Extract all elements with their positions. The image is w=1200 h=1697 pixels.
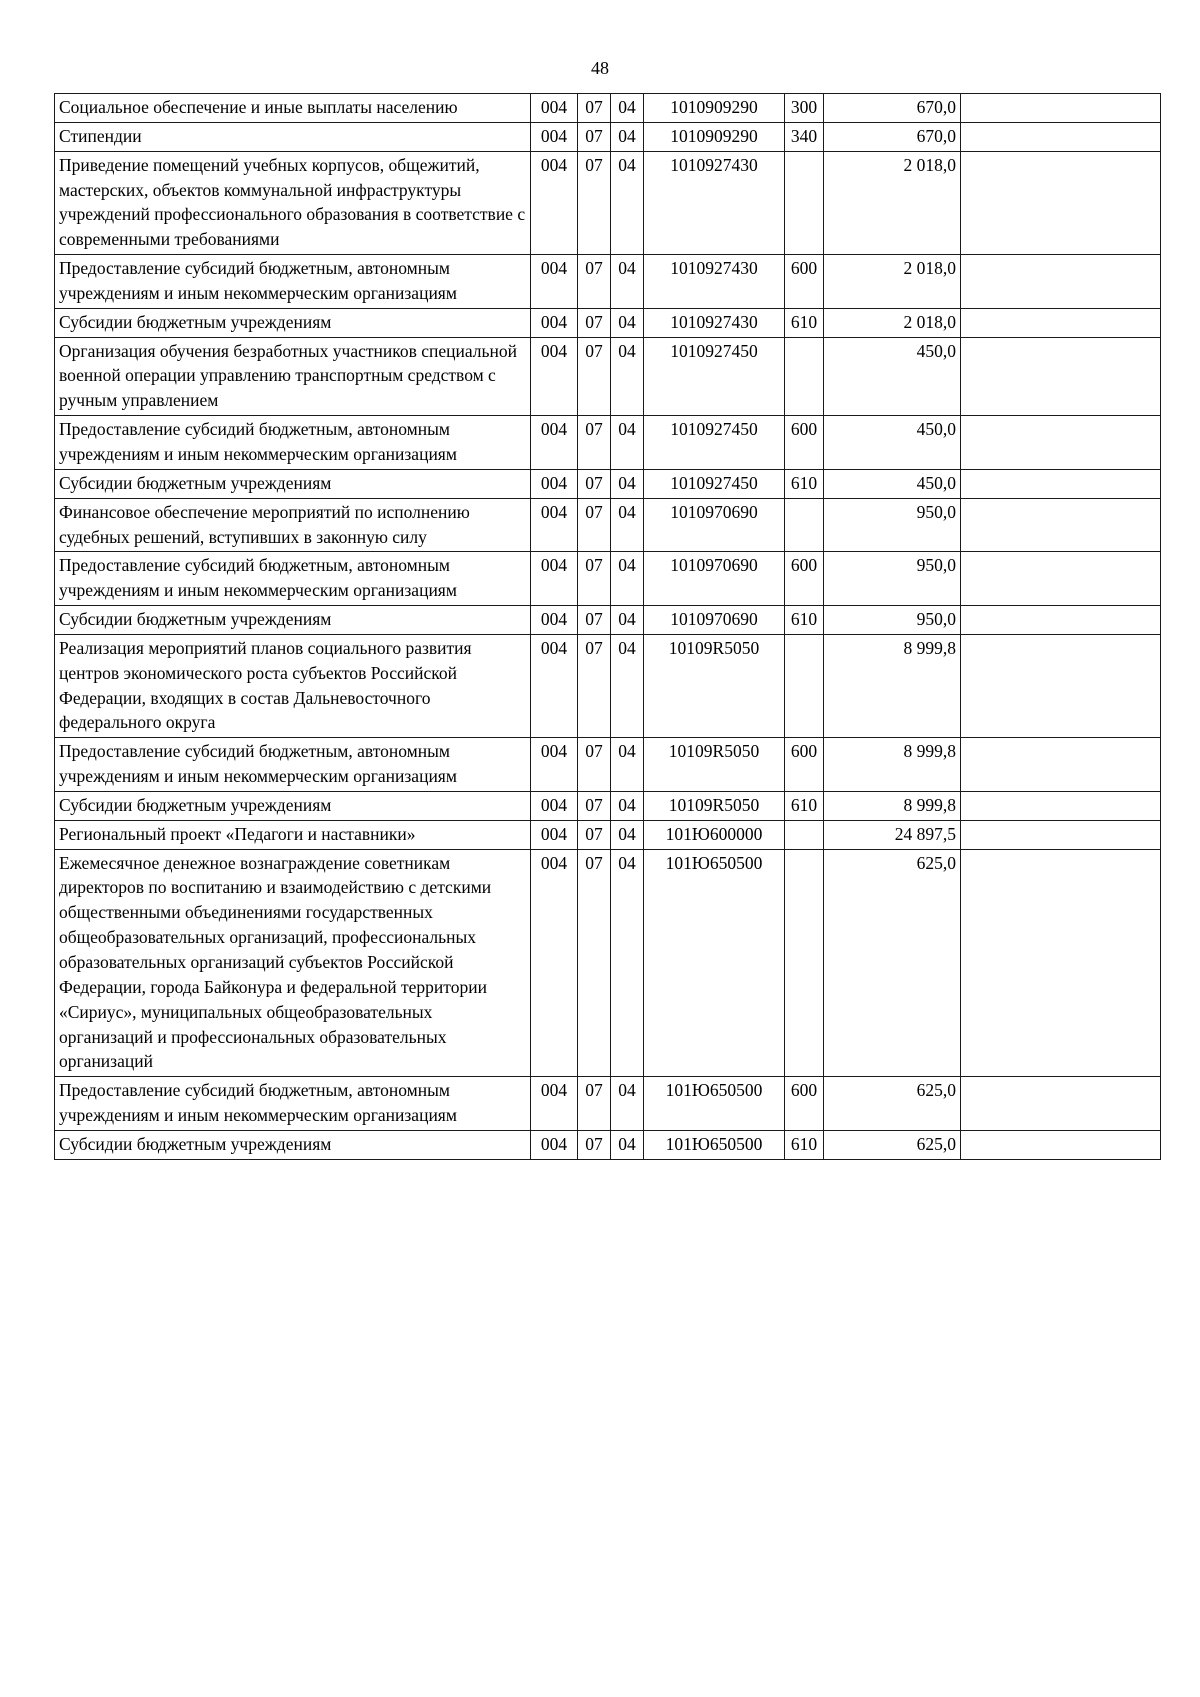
row-target-article-cell: 1010927430	[644, 151, 785, 254]
row-empty-cell	[961, 151, 1161, 254]
row-amount-cell: 670,0	[824, 122, 961, 151]
row-amount-cell: 625,0	[824, 849, 961, 1077]
row-target-article-cell: 101Ю650500	[644, 1077, 785, 1131]
row-target-article-cell: 1010909290	[644, 94, 785, 123]
row-subsection-code-cell: 04	[611, 416, 644, 470]
row-grbs-code-cell: 004	[531, 469, 578, 498]
row-name-cell: Реализация мероприятий планов социального развития центров экономического роста субъектов Российской Федерации, входящих в состав Дальневосточного федерального округа	[55, 634, 531, 737]
budget-table	[54, 93, 1161, 1160]
row-section-code-cell: 07	[578, 337, 611, 416]
row-section-code-cell: 07	[578, 122, 611, 151]
row-section-code-cell: 07	[578, 606, 611, 635]
table-row	[55, 1130, 1161, 1159]
row-subsection-code-cell: 04	[611, 94, 644, 123]
row-target-article-cell: 1010909290	[644, 122, 785, 151]
row-target-article-cell: 1010927430	[644, 255, 785, 309]
row-expense-type-cell: 600	[785, 738, 824, 792]
row-section-code-cell: 07	[578, 849, 611, 1077]
row-amount-cell: 8 999,8	[824, 791, 961, 820]
row-amount-cell: 2 018,0	[824, 151, 961, 254]
row-empty-cell	[961, 255, 1161, 309]
row-grbs-code-cell: 004	[531, 94, 578, 123]
row-section-code-cell: 07	[578, 308, 611, 337]
row-subsection-code-cell: 04	[611, 151, 644, 254]
row-section-code-cell: 07	[578, 552, 611, 606]
row-subsection-code-cell: 04	[611, 849, 644, 1077]
row-grbs-code-cell: 004	[531, 151, 578, 254]
row-target-article-cell: 1010970690	[644, 552, 785, 606]
row-grbs-code-cell: 004	[531, 337, 578, 416]
row-expense-type-cell	[785, 634, 824, 737]
row-name-cell: Предоставление субсидий бюджетным, автономным учреждениям и иным некоммерческим организациям	[55, 1077, 531, 1131]
row-subsection-code-cell: 04	[611, 337, 644, 416]
row-subsection-code-cell: 04	[611, 1130, 644, 1159]
table-row	[55, 606, 1161, 635]
row-subsection-code-cell: 04	[611, 791, 644, 820]
row-target-article-cell: 10109R5050	[644, 738, 785, 792]
row-name-cell: Субсидии бюджетным учреждениям	[55, 606, 531, 635]
table-row	[55, 849, 1161, 1077]
table-row	[55, 634, 1161, 737]
row-grbs-code-cell: 004	[531, 849, 578, 1077]
row-empty-cell	[961, 552, 1161, 606]
row-grbs-code-cell: 004	[531, 498, 578, 552]
row-grbs-code-cell: 004	[531, 820, 578, 849]
row-name-cell: Предоставление субсидий бюджетным, автономным учреждениям и иным некоммерческим организациям	[55, 416, 531, 470]
table-row	[55, 416, 1161, 470]
row-name-cell: Субсидии бюджетным учреждениям	[55, 308, 531, 337]
row-name-cell: Предоставление субсидий бюджетным, автономным учреждениям и иным некоммерческим организациям	[55, 552, 531, 606]
row-subsection-code-cell: 04	[611, 634, 644, 737]
row-name-cell: Приведение помещений учебных корпусов, общежитий, мастерских, объектов коммунальной инфраструктуры учреждений профессионального образования в соответствие с современными требованиями	[55, 151, 531, 254]
row-name-cell: Ежемесячное денежное вознаграждение советникам директоров по воспитанию и взаимодействию с детскими общественными объединениями государственных общеобразовательных организаций, профессиональных образовательных организаций субъектов Российской Федерации, города Байконура и федеральной территории «Сириус», муниципальных общеобразовательных организаций и профессиональных образовательных организаций	[55, 849, 531, 1077]
row-name-cell: Организация обучения безработных участников специальной военной операции управлению транспортным средством с ручным управлением	[55, 337, 531, 416]
row-empty-cell	[961, 1077, 1161, 1131]
row-name-cell: Социальное обеспечение и иные выплаты населению	[55, 94, 531, 123]
row-grbs-code-cell: 004	[531, 416, 578, 470]
row-amount-cell: 950,0	[824, 606, 961, 635]
row-amount-cell: 625,0	[824, 1077, 961, 1131]
row-expense-type-cell: 610	[785, 606, 824, 635]
row-target-article-cell: 101Ю650500	[644, 849, 785, 1077]
row-grbs-code-cell: 004	[531, 1130, 578, 1159]
row-name-cell: Субсидии бюджетным учреждениям	[55, 1130, 531, 1159]
row-target-article-cell: 101Ю650500	[644, 1130, 785, 1159]
row-grbs-code-cell: 004	[531, 606, 578, 635]
row-expense-type-cell: 600	[785, 416, 824, 470]
row-empty-cell	[961, 634, 1161, 737]
row-empty-cell	[961, 738, 1161, 792]
row-amount-cell: 2 018,0	[824, 255, 961, 309]
row-target-article-cell: 1010970690	[644, 498, 785, 552]
table-row	[55, 820, 1161, 849]
row-subsection-code-cell: 04	[611, 552, 644, 606]
row-expense-type-cell	[785, 820, 824, 849]
row-target-article-cell: 1010970690	[644, 606, 785, 635]
row-grbs-code-cell: 004	[531, 552, 578, 606]
row-expense-type-cell: 610	[785, 791, 824, 820]
row-expense-type-cell: 600	[785, 255, 824, 309]
row-target-article-cell: 1010927450	[644, 469, 785, 498]
row-empty-cell	[961, 849, 1161, 1077]
row-section-code-cell: 07	[578, 791, 611, 820]
table-row	[55, 151, 1161, 254]
row-subsection-code-cell: 04	[611, 820, 644, 849]
table-row	[55, 94, 1161, 123]
row-grbs-code-cell: 004	[531, 308, 578, 337]
row-subsection-code-cell: 04	[611, 122, 644, 151]
row-target-article-cell: 1010927430	[644, 308, 785, 337]
row-section-code-cell: 07	[578, 820, 611, 849]
row-amount-cell: 950,0	[824, 498, 961, 552]
row-section-code-cell: 07	[578, 469, 611, 498]
row-subsection-code-cell: 04	[611, 469, 644, 498]
row-grbs-code-cell: 004	[531, 634, 578, 737]
row-subsection-code-cell: 04	[611, 255, 644, 309]
row-name-cell: Стипендии	[55, 122, 531, 151]
row-expense-type-cell: 610	[785, 1130, 824, 1159]
row-target-article-cell: 1010927450	[644, 337, 785, 416]
row-name-cell: Финансовое обеспечение мероприятий по исполнению судебных решений, вступивших в законную силу	[55, 498, 531, 552]
row-expense-type-cell: 600	[785, 1077, 824, 1131]
table-row	[55, 552, 1161, 606]
row-name-cell: Региональный проект «Педагоги и наставники»	[55, 820, 531, 849]
table-row	[55, 498, 1161, 552]
page-number: 48	[591, 58, 609, 78]
row-section-code-cell: 07	[578, 255, 611, 309]
table-row	[55, 255, 1161, 309]
row-subsection-code-cell: 04	[611, 606, 644, 635]
row-empty-cell	[961, 122, 1161, 151]
row-section-code-cell: 07	[578, 498, 611, 552]
row-empty-cell	[961, 498, 1161, 552]
row-name-cell: Предоставление субсидий бюджетным, автономным учреждениям и иным некоммерческим организациям	[55, 738, 531, 792]
row-grbs-code-cell: 004	[531, 1077, 578, 1131]
row-empty-cell	[961, 1130, 1161, 1159]
row-grbs-code-cell: 004	[531, 738, 578, 792]
table-row	[55, 308, 1161, 337]
row-amount-cell: 670,0	[824, 94, 961, 123]
row-target-article-cell: 101Ю600000	[644, 820, 785, 849]
row-expense-type-cell: 300	[785, 94, 824, 123]
table-row	[55, 122, 1161, 151]
row-section-code-cell: 07	[578, 738, 611, 792]
row-amount-cell: 450,0	[824, 337, 961, 416]
row-grbs-code-cell: 004	[531, 255, 578, 309]
row-expense-type-cell	[785, 151, 824, 254]
row-amount-cell: 450,0	[824, 469, 961, 498]
row-target-article-cell: 10109R5050	[644, 791, 785, 820]
table-row	[55, 337, 1161, 416]
row-expense-type-cell: 340	[785, 122, 824, 151]
row-subsection-code-cell: 04	[611, 738, 644, 792]
row-section-code-cell: 07	[578, 1077, 611, 1131]
row-section-code-cell: 07	[578, 151, 611, 254]
row-amount-cell: 24 897,5	[824, 820, 961, 849]
row-name-cell: Предоставление субсидий бюджетным, автономным учреждениям и иным некоммерческим организациям	[55, 255, 531, 309]
table-row	[55, 791, 1161, 820]
row-section-code-cell: 07	[578, 416, 611, 470]
row-expense-type-cell: 600	[785, 552, 824, 606]
row-empty-cell	[961, 337, 1161, 416]
row-subsection-code-cell: 04	[611, 498, 644, 552]
row-expense-type-cell	[785, 849, 824, 1077]
row-name-cell: Субсидии бюджетным учреждениям	[55, 469, 531, 498]
table-row	[55, 738, 1161, 792]
row-empty-cell	[961, 820, 1161, 849]
budget-table-body	[55, 94, 1161, 1160]
row-empty-cell	[961, 606, 1161, 635]
row-expense-type-cell	[785, 337, 824, 416]
row-empty-cell	[961, 416, 1161, 470]
row-amount-cell: 2 018,0	[824, 308, 961, 337]
row-empty-cell	[961, 469, 1161, 498]
row-empty-cell	[961, 308, 1161, 337]
row-expense-type-cell	[785, 498, 824, 552]
row-grbs-code-cell: 004	[531, 791, 578, 820]
row-expense-type-cell: 610	[785, 469, 824, 498]
row-target-article-cell: 10109R5050	[644, 634, 785, 737]
row-subsection-code-cell: 04	[611, 308, 644, 337]
row-amount-cell: 625,0	[824, 1130, 961, 1159]
row-target-article-cell: 1010927450	[644, 416, 785, 470]
table-row	[55, 469, 1161, 498]
row-subsection-code-cell: 04	[611, 1077, 644, 1131]
row-empty-cell	[961, 94, 1161, 123]
row-name-cell: Субсидии бюджетным учреждениям	[55, 791, 531, 820]
row-expense-type-cell: 610	[785, 308, 824, 337]
row-section-code-cell: 07	[578, 94, 611, 123]
row-grbs-code-cell: 004	[531, 122, 578, 151]
row-empty-cell	[961, 791, 1161, 820]
row-section-code-cell: 07	[578, 634, 611, 737]
row-amount-cell: 950,0	[824, 552, 961, 606]
table-row	[55, 1077, 1161, 1131]
row-amount-cell: 8 999,8	[824, 738, 961, 792]
row-section-code-cell: 07	[578, 1130, 611, 1159]
row-amount-cell: 450,0	[824, 416, 961, 470]
row-amount-cell: 8 999,8	[824, 634, 961, 737]
